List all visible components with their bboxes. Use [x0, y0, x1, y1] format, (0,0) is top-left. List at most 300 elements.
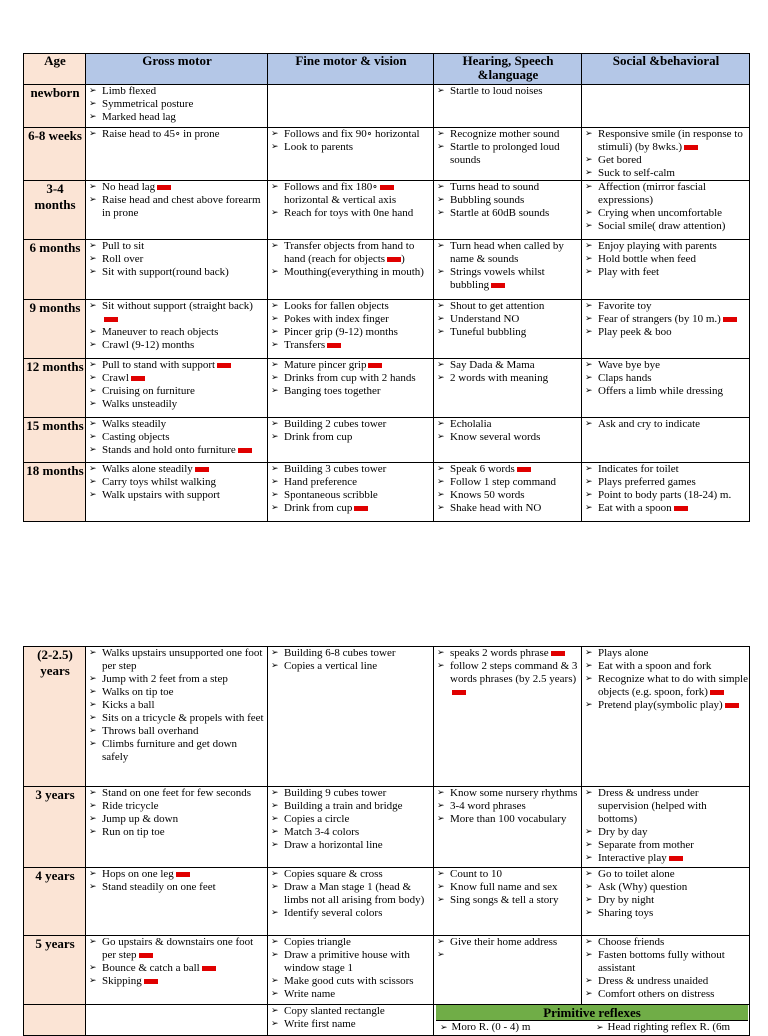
- item-text: Copies a vertical line: [284, 660, 378, 672]
- item-text: Pull to sit: [102, 240, 145, 252]
- item-list: [88, 868, 266, 894]
- item-list: [584, 359, 748, 398]
- list-item: [584, 907, 748, 920]
- item-text: Draw a Man stage 1 (head & limbs not all arising from body): [284, 881, 425, 906]
- list-item: [584, 826, 748, 839]
- list-item: [270, 800, 432, 813]
- item-text: Transfer objects from hand to hand (reach for objects: [284, 240, 415, 265]
- hearing-speech-cell: [434, 936, 582, 1005]
- item-text: 3-4 word phrases: [450, 800, 526, 812]
- item-list: [270, 300, 432, 352]
- list-item: [270, 975, 432, 988]
- item-list: [436, 240, 580, 292]
- fine-motor-cell: [268, 936, 434, 1005]
- list-item: [270, 141, 432, 154]
- red-marker: [725, 703, 739, 708]
- item-text: Tuneful bubbling: [450, 326, 527, 338]
- list-item: [88, 431, 266, 444]
- item-text: Run on tip toe: [102, 826, 165, 838]
- list-item: [88, 673, 266, 686]
- list-item: [584, 313, 748, 326]
- item-text: Eat with a spoon: [598, 502, 672, 514]
- item-text: Looks for fallen objects: [284, 300, 389, 312]
- item-text: Raise head and chest above forearm in prone: [102, 194, 261, 219]
- list-item: [270, 207, 432, 220]
- list-item: [270, 647, 432, 660]
- item-text: Interactive play: [598, 852, 667, 864]
- item-list: [270, 868, 432, 920]
- list-item: [436, 894, 580, 907]
- fine-motor-cell: [268, 647, 434, 787]
- list-item: [270, 936, 432, 949]
- item-text: Play with feet: [598, 266, 660, 278]
- item-text: Look to parents: [284, 141, 354, 153]
- item-list: [584, 240, 748, 279]
- item-text: speaks 2 words phrase: [450, 647, 549, 659]
- item-text: Recognize what to do with simple objects (e.g. spoon, fork): [598, 673, 748, 698]
- table-row: [24, 418, 750, 463]
- list-item: [270, 881, 432, 907]
- list-item: [436, 326, 580, 339]
- list-item: [436, 868, 580, 881]
- item-text: Startle to prolonged loud sounds: [450, 141, 560, 166]
- age-cell: 5 years: [24, 936, 86, 1005]
- red-marker: [380, 185, 394, 190]
- list-item: [584, 839, 748, 852]
- hearing-speech-cell: [434, 787, 582, 868]
- list-item: [436, 787, 580, 800]
- social-behavioral-cell: [582, 936, 750, 1005]
- red-marker: [710, 690, 724, 695]
- age-cell: 6 months: [24, 240, 86, 300]
- list-item: [436, 128, 580, 141]
- item-text: Indicates for toilet: [598, 463, 679, 475]
- list-item: [584, 372, 748, 385]
- fine-motor-cell: [268, 181, 434, 240]
- item-text: Copies triangle: [284, 936, 351, 948]
- item-text: No head lag: [102, 181, 156, 193]
- list-item: [88, 881, 266, 894]
- item-list: [270, 359, 432, 398]
- item-text: Sing songs & tell a story: [450, 894, 559, 906]
- list-item: [88, 725, 266, 738]
- item-list: [436, 359, 580, 385]
- item-text: Throws ball overhand: [102, 725, 199, 737]
- gross-motor-cell: [86, 787, 268, 868]
- list-item: [436, 141, 580, 167]
- fine-motor-cell: [268, 463, 434, 522]
- item-text: Turns head to sound: [450, 181, 540, 193]
- item-text: Comfort others on distress: [598, 988, 715, 1000]
- item-text: Walks unsteadily: [102, 398, 178, 410]
- item-text: Copy slanted rectangle: [284, 1005, 385, 1017]
- list-item: [88, 800, 266, 813]
- red-marker: [104, 317, 118, 322]
- item-text: Stands and hold onto furniture: [102, 444, 236, 456]
- item-list: [584, 463, 748, 515]
- social-behavioral-cell: [582, 868, 750, 936]
- item-list: [436, 936, 580, 949]
- item-text: Draw a primitive house with window stage 1: [284, 949, 410, 974]
- item-list: [436, 300, 580, 339]
- red-marker: [202, 966, 216, 971]
- list-item: [88, 85, 266, 98]
- item-text: Understand NO: [450, 313, 520, 325]
- item-list: [88, 787, 266, 839]
- item-text: Draw a horizontal line: [284, 839, 383, 851]
- list-item: [584, 300, 748, 313]
- red-marker: [669, 856, 683, 861]
- item-text: Walk upstairs with support: [102, 489, 220, 501]
- item-list: [270, 1005, 432, 1031]
- item-text: Copies a circle: [284, 813, 350, 825]
- list-item: [270, 868, 432, 881]
- item-text: Fear of strangers (by 10 m.): [598, 313, 721, 325]
- age-cell: 12 months: [24, 359, 86, 418]
- list-item: [584, 647, 748, 660]
- red-marker: [674, 506, 688, 511]
- item-text: Jump with 2 feet from a step: [102, 673, 228, 685]
- gross-motor-cell: [86, 300, 268, 359]
- list-item: [270, 949, 432, 975]
- list-item: [584, 253, 748, 266]
- list-item: [88, 489, 266, 502]
- header-hearing-speech: Hearing, Speech &language: [434, 54, 582, 85]
- item-text: Responsive smile (in response to stimuli) (by 8wks.): [598, 128, 743, 153]
- item-text: Plays alone: [598, 647, 649, 659]
- age-cell: 6-8 weeks: [24, 128, 86, 181]
- item-list: [436, 868, 580, 907]
- list-item: [584, 385, 748, 398]
- primitive-reflex-item: [592, 1021, 748, 1035]
- list-item: [88, 300, 266, 326]
- item-text: Offers a limb while dressing: [598, 385, 724, 397]
- red-marker: [176, 872, 190, 877]
- list-item: [436, 372, 580, 385]
- list-item: [436, 359, 580, 372]
- age-cell: 18 months: [24, 463, 86, 522]
- item-text: Wave bye bye: [598, 359, 661, 371]
- item-text: Casting objects: [102, 431, 170, 443]
- table-2-body: [24, 647, 750, 1036]
- item-text: Suck to self-calm: [598, 167, 675, 179]
- item-text: Ask (Why) question: [598, 881, 688, 893]
- red-marker: [452, 690, 466, 695]
- age-cell: [24, 1005, 86, 1036]
- list-item: [436, 313, 580, 326]
- item-text: Symmetrical posture: [102, 98, 194, 110]
- list-item: [584, 881, 748, 894]
- list-item: [436, 476, 580, 489]
- table-row: [24, 128, 750, 181]
- red-marker: [217, 363, 231, 368]
- red-marker: [368, 363, 382, 368]
- item-list: [88, 128, 266, 141]
- item-text: Roll over: [102, 253, 144, 265]
- gross-motor-cell: [86, 128, 268, 181]
- list-item: [88, 787, 266, 800]
- red-marker: [491, 283, 505, 288]
- list-item: [436, 240, 580, 266]
- item-text: Pull to stand with support: [102, 359, 216, 371]
- gross-motor-cell: [86, 647, 268, 787]
- item-list: [88, 418, 266, 457]
- list-item: [584, 489, 748, 502]
- item-text: Bubbling sounds: [450, 194, 525, 206]
- social-behavioral-cell: [582, 240, 750, 300]
- list-item: [88, 372, 266, 385]
- gross-motor-cell: [86, 463, 268, 522]
- item-text: Stand on one feet for few seconds: [102, 787, 252, 799]
- list-item: [88, 463, 266, 476]
- list-item: [88, 813, 266, 826]
- list-item: [270, 988, 432, 1001]
- age-cell: 15 months: [24, 418, 86, 463]
- item-list: [436, 181, 580, 220]
- list-item: [584, 936, 748, 949]
- item-text: Maneuver to reach objects: [102, 326, 219, 338]
- fine-motor-cell: [268, 240, 434, 300]
- item-text: Say Dada & Mama: [450, 359, 535, 371]
- item-list: [436, 463, 580, 515]
- item-text: Startle to loud noises: [450, 85, 543, 97]
- list-item: [88, 240, 266, 253]
- list-item: [436, 431, 580, 444]
- gross-motor-cell: [86, 85, 268, 128]
- table-row: [24, 359, 750, 418]
- item-text: Dress & undress under supervision (helped with bottoms): [598, 787, 707, 825]
- list-item: [436, 418, 580, 431]
- fine-motor-cell: [268, 1005, 434, 1036]
- item-text: Walks on tip toe: [102, 686, 174, 698]
- table-row: [24, 463, 750, 522]
- item-text: Cruising on furniture: [102, 385, 195, 397]
- primitive-reflexes-cell: [434, 1005, 750, 1036]
- gross-motor-cell: [86, 359, 268, 418]
- list-item: [88, 326, 266, 339]
- list-item: [88, 738, 266, 764]
- item-text: Drink from cup: [284, 431, 353, 443]
- table-row: [24, 85, 750, 128]
- list-item: [436, 813, 580, 826]
- item-text: Building 6-8 cubes tower: [284, 647, 396, 659]
- list-item: [436, 181, 580, 194]
- list-item: [270, 1005, 432, 1018]
- item-text: Carry toys whilst walking: [102, 476, 216, 488]
- list-item: [584, 240, 748, 253]
- item-text: Raise head to 45∘ in prone: [102, 128, 220, 140]
- list-item: [584, 949, 748, 975]
- list-item: [584, 699, 748, 712]
- item-text: Pokes with index finger: [284, 313, 389, 325]
- list-item: [88, 339, 266, 352]
- red-marker: [131, 376, 145, 381]
- item-list: [270, 463, 432, 515]
- age-cell: (2-2.5) years: [24, 647, 86, 787]
- list-item: [584, 128, 748, 154]
- item-text: Transfers: [284, 339, 326, 351]
- red-marker: [354, 506, 368, 511]
- list-item: [270, 240, 432, 266]
- item-text: Strings vowels whilst bubbling: [450, 266, 545, 291]
- hearing-speech-cell: [434, 85, 582, 128]
- item-text: follow 2 steps command & 3 words phrases (by 2.5 years): [450, 660, 578, 685]
- list-item: [584, 167, 748, 180]
- list-item: [270, 372, 432, 385]
- item-text: Turn head when called by name & sounds: [450, 240, 564, 265]
- list-item: [88, 266, 266, 279]
- item-text: Speak 6 words: [450, 463, 515, 475]
- item-text: Crawl (9-12) months: [102, 339, 195, 351]
- item-text: Drink from cup: [284, 502, 353, 514]
- item-text: Kicks a ball: [102, 699, 155, 711]
- item-list: [270, 936, 432, 1001]
- social-behavioral-cell: [582, 300, 750, 359]
- item-text: Dry by night: [598, 894, 655, 906]
- list-item: [88, 385, 266, 398]
- item-list: [584, 300, 748, 339]
- item-text: Eat with a spoon and fork: [598, 660, 712, 672]
- list-item: [270, 660, 432, 673]
- item-list: [584, 181, 748, 233]
- item-text: Mature pincer grip: [284, 359, 367, 371]
- list-item: [270, 489, 432, 502]
- item-list: [88, 85, 266, 124]
- table-row: [24, 181, 750, 240]
- item-text: Favorite toy: [598, 300, 652, 312]
- red-marker: [684, 145, 698, 150]
- red-marker: [238, 448, 252, 453]
- item-list: [270, 787, 432, 852]
- item-text: Crying when uncomfortable: [598, 207, 723, 219]
- item-list: [584, 787, 748, 865]
- red-marker: [195, 467, 209, 472]
- item-text: Sit with support(round back): [102, 266, 229, 278]
- age-cell: 4 years: [24, 868, 86, 936]
- header-fine-motor: Fine motor & vision: [268, 54, 434, 85]
- list-item: [88, 962, 266, 975]
- item-text: Choose friends: [598, 936, 665, 948]
- item-text: Follows and fix 90∘ horizontal: [284, 128, 420, 140]
- item-text: Jump up & down: [102, 813, 179, 825]
- list-item: [270, 431, 432, 444]
- social-behavioral-cell: [582, 418, 750, 463]
- item-text: Hand preference: [284, 476, 357, 488]
- list-item: [88, 418, 266, 431]
- social-behavioral-cell: [582, 128, 750, 181]
- primitive-reflex-text: Moro R. (0 - 4) m: [451, 1021, 531, 1033]
- age-cell: 3 years: [24, 787, 86, 868]
- item-text: Make good cuts with scissors: [284, 975, 414, 987]
- item-text: Go to toilet alone: [598, 868, 675, 880]
- list-item: [584, 154, 748, 167]
- item-text: 2 words with meaning: [450, 372, 549, 384]
- list-item: [436, 881, 580, 894]
- fine-motor-cell: [268, 787, 434, 868]
- primitive-reflex-text: Head righting reflex R. (6m: [607, 1021, 731, 1033]
- hearing-speech-cell: [434, 418, 582, 463]
- item-text: Pretend play(symbolic play): [598, 699, 723, 711]
- item-text: Shake head with NO: [450, 502, 542, 514]
- list-item: [436, 463, 580, 476]
- header-gross-motor: Gross motor: [86, 54, 268, 85]
- list-item: [270, 826, 432, 839]
- list-item: [436, 489, 580, 502]
- item-list: [88, 359, 266, 411]
- item-text: Know several words: [450, 431, 541, 443]
- list-item: [270, 181, 432, 207]
- list-item: [584, 988, 748, 1001]
- item-text: Identify several colors: [284, 907, 383, 919]
- item-list: [88, 300, 266, 352]
- item-text: Startle at 60dB sounds: [450, 207, 550, 219]
- hearing-speech-cell: [434, 300, 582, 359]
- item-text: Building 2 cubes tower: [284, 418, 387, 430]
- list-item: [88, 647, 266, 673]
- fine-motor-cell: [268, 359, 434, 418]
- list-item: [88, 476, 266, 489]
- list-item: [88, 712, 266, 725]
- table-row: [24, 647, 750, 787]
- list-item: [88, 253, 266, 266]
- list-item: [270, 300, 432, 313]
- gross-motor-cell: [86, 1005, 268, 1036]
- item-text: Hops on one leg: [102, 868, 174, 880]
- fine-motor-cell: [268, 85, 434, 128]
- item-text-continued: ): [401, 253, 405, 265]
- gross-motor-cell: [86, 418, 268, 463]
- hearing-speech-cell: [434, 868, 582, 936]
- item-list: [88, 647, 266, 764]
- red-marker: [551, 651, 565, 656]
- list-item: [584, 359, 748, 372]
- list-item: [88, 359, 266, 372]
- list-item: [270, 1018, 432, 1031]
- fine-motor-cell: [268, 418, 434, 463]
- item-text: Crawl: [102, 372, 129, 384]
- list-item: [436, 800, 580, 813]
- item-text: More than 100 vocabulary: [450, 813, 567, 825]
- item-list: [436, 128, 580, 167]
- list-item: [584, 787, 748, 826]
- item-list: [270, 647, 432, 673]
- red-marker: [387, 257, 401, 262]
- fine-motor-cell: [268, 868, 434, 936]
- item-text: Walks steadily: [102, 418, 167, 430]
- list-item: [584, 207, 748, 220]
- fine-motor-cell: [268, 128, 434, 181]
- item-text: Climbs furniture and get down safely: [102, 738, 238, 763]
- list-item: [436, 936, 580, 949]
- list-item: [584, 975, 748, 988]
- item-list: [88, 463, 266, 502]
- item-text: Walks alone steadily: [102, 463, 193, 475]
- item-list: [88, 181, 266, 220]
- item-list: [436, 85, 580, 98]
- item-text: Point to body parts (18-24) m.: [598, 489, 732, 501]
- social-behavioral-cell: [582, 85, 750, 128]
- item-text: Write name: [284, 988, 336, 1000]
- item-list: [584, 128, 748, 180]
- gross-motor-cell: [86, 936, 268, 1005]
- list-item: [270, 266, 432, 279]
- item-text: Play peek & boo: [598, 326, 672, 338]
- item-text: Affection (mirror fascial expressions): [598, 181, 706, 206]
- social-behavioral-cell: [582, 463, 750, 522]
- list-item: [584, 463, 748, 476]
- item-text: Give their home address: [450, 936, 558, 948]
- item-text: Count to 10: [450, 868, 502, 880]
